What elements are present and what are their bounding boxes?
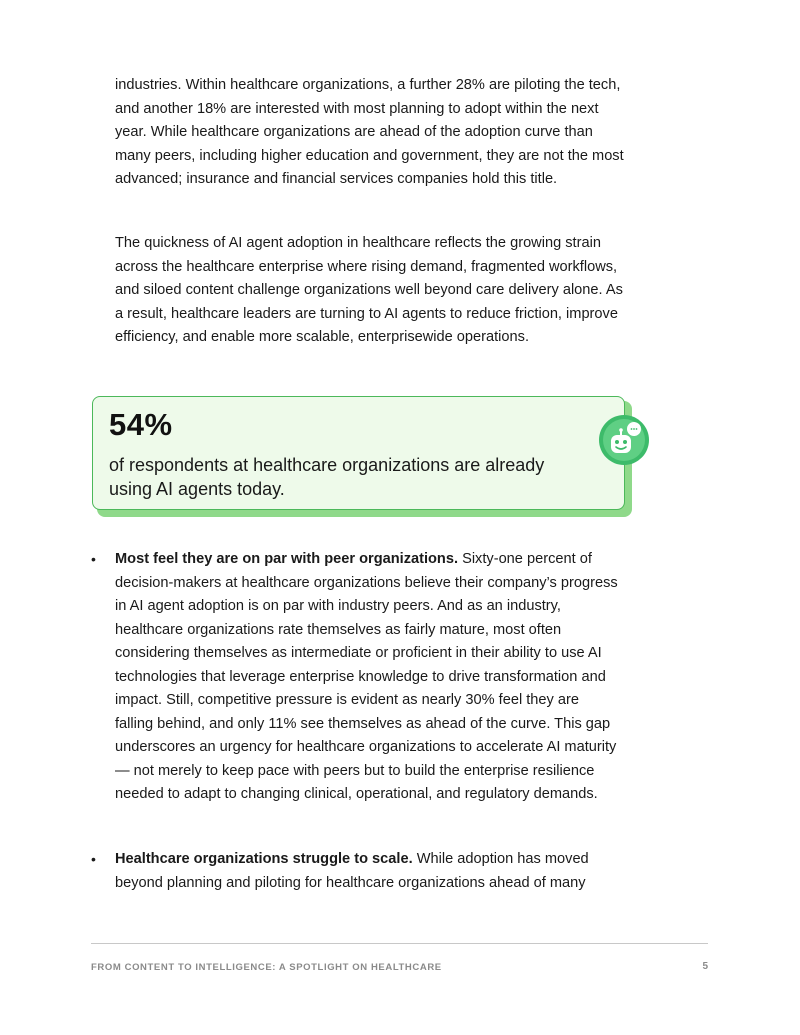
body-paragraph-1: industries. Within healthcare organizations, a further 28% are piloting the tech, and another 18% are interested with most planning to adopt within the next year. While healthcare organizations are ahead of the adoption curve than many peers, including higher education and government, they are not the most advanced; insurance and financial services companies hold this title. (115, 77, 624, 187)
footer-divider (91, 943, 708, 944)
bullet-item-peer-parity (115, 548, 620, 807)
ai-bot-chat-icon (598, 414, 650, 466)
bullet-item-scaling-struggle (115, 848, 620, 895)
footer-title: FROM CONTENT TO INTELLIGENCE: A SPOTLIGHT ON HEALTHCARE (91, 962, 442, 973)
bullet-text: While adoption has moved beyond planning and piloting for healthcare organizations ahead of many (115, 851, 589, 891)
page-number: 5 (702, 961, 708, 972)
bullet-marker: • (91, 551, 96, 567)
body-paragraph-2: The quickness of AI agent adoption in healthcare reflects the growing strain across the healthcare enterprise where rising demand, fragmented workflows, and siloed content challenge organizations well beyond care delivery alone. As a result, healthcare leaders are turning to AI agents to reduce friction, improve efficiency, and enable more scalable, enterprisewide operations. (115, 235, 623, 345)
bullet-lead: Healthcare organizations struggle to scale. (115, 851, 413, 867)
stat-value: 54% (109, 407, 173, 442)
bullet-text: Sixty-one percent of decision-makers at healthcare organizations believe their company’s progress in AI agent adoption is on par with industry peers. And as an industry, healthcare organizations rate themselves as fairly mature, most often considering themselves as intermediate or proficient in their ability to use AI technologies that leverage enterprise knowledge to drive transformation and impact. Still, competitive pressure is evident as nearly 30% feel they are falling behind, and only 11% see themselves as ahead of the curve. This gap underscores an urgency for healthcare organizations to accelerate AI maturity — not merely to keep pace with peers but to build the enterprise resilience needed to adapt to changing clinical, operational, and regulatory demands. (115, 551, 618, 802)
bullet-marker: • (91, 851, 96, 867)
stat-callout (92, 396, 625, 510)
bullet-lead: Most feel they are on par with peer organizations. (115, 551, 459, 567)
stat-caption: of respondents at healthcare organizations are already using AI agents today. (109, 455, 545, 499)
